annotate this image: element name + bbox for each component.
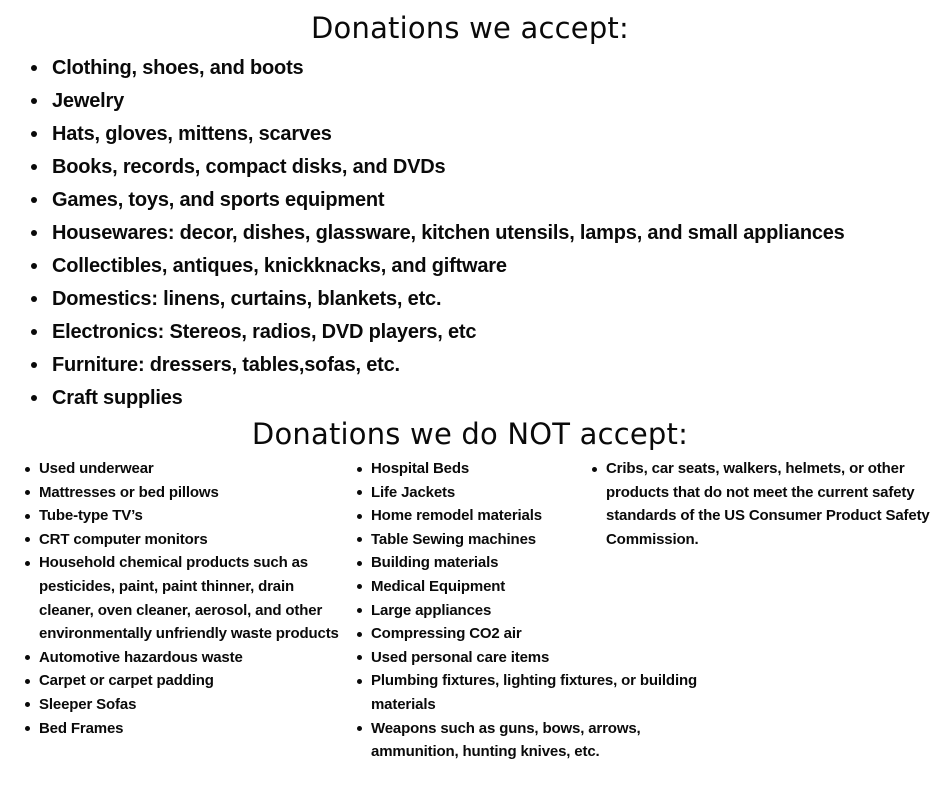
accept-list-item: Housewares: decor, dishes, glassware, kitchen utensils, lamps, and small appliances — [52, 217, 917, 250]
reject-list-item: Plumbing fixtures, lighting fixtures, or building materials — [357, 669, 709, 716]
reject-column-1 — [25, 457, 347, 740]
reject-list-item: Compressing CO2 air — [357, 622, 709, 646]
accept-list-item: Electronics: Stereos, radios, DVD players, etc — [52, 316, 917, 349]
reject-list-item: Table Sewing machines — [357, 528, 709, 552]
reject-list-item: Home remodel materials — [357, 504, 709, 528]
accept-list-item: Clothing, shoes, and boots — [52, 52, 917, 85]
reject-columns — [0, 457, 940, 761]
reject-list-item: Automotive hazardous waste — [25, 646, 347, 670]
reject-list-item: Mattresses or bed pillows — [25, 481, 347, 505]
accept-section-title: Donations we accept: — [311, 11, 629, 45]
reject-list-item: Hospital Beds — [357, 457, 709, 481]
accept-list-item: Furniture: dressers, tables,sofas, etc. — [52, 349, 917, 382]
reject-section-title: Donations we do NOT accept: — [251, 417, 689, 451]
accept-list — [0, 52, 917, 415]
accept-list-item: Collectibles, antiques, knickknacks, and giftware — [52, 250, 917, 283]
reject-column-3 — [592, 457, 937, 551]
reject-list-item: Weapons such as guns, bows, arrows, ammunition, hunting knives, etc. — [357, 717, 709, 764]
reject-list-item: Carpet or carpet padding — [25, 669, 347, 693]
reject-list-item: Sleeper Sofas — [25, 693, 347, 717]
accept-list-item: Hats, gloves, mittens, scarves — [52, 118, 917, 151]
reject-list-item: Used personal care items — [357, 646, 709, 670]
reject-list-item: Tube-type TV’s — [25, 504, 347, 528]
accept-list-item: Jewelry — [52, 85, 917, 118]
reject-list-item: Building materials — [357, 551, 709, 575]
reject-list-item: Medical Equipment — [357, 575, 709, 599]
reject-list-item: Used underwear — [25, 457, 347, 481]
accept-list-item: Craft supplies — [52, 382, 917, 415]
reject-list-item: Bed Frames — [25, 717, 347, 741]
accept-list-item: Domestics: linens, curtains, blankets, etc. — [52, 283, 917, 316]
accept-list-item: Games, toys, and sports equipment — [52, 184, 917, 217]
accept-list-item: Books, records, compact disks, and DVDs — [52, 151, 917, 184]
reject-list-item: Household chemical products such as pesticides, paint, paint thinner, drain cleaner, oven cleaner, aerosol, and other environmentally unfriendly waste products — [25, 551, 347, 645]
reject-list-item: Cribs, car seats, walkers, helmets, or other products that do not meet the current safety standards of the US Consumer Product Safety Commission. — [592, 457, 937, 551]
reject-list-item: Large appliances — [357, 599, 709, 623]
reject-list-item: CRT computer monitors — [25, 528, 347, 552]
reject-list-item: Life Jackets — [357, 481, 709, 505]
